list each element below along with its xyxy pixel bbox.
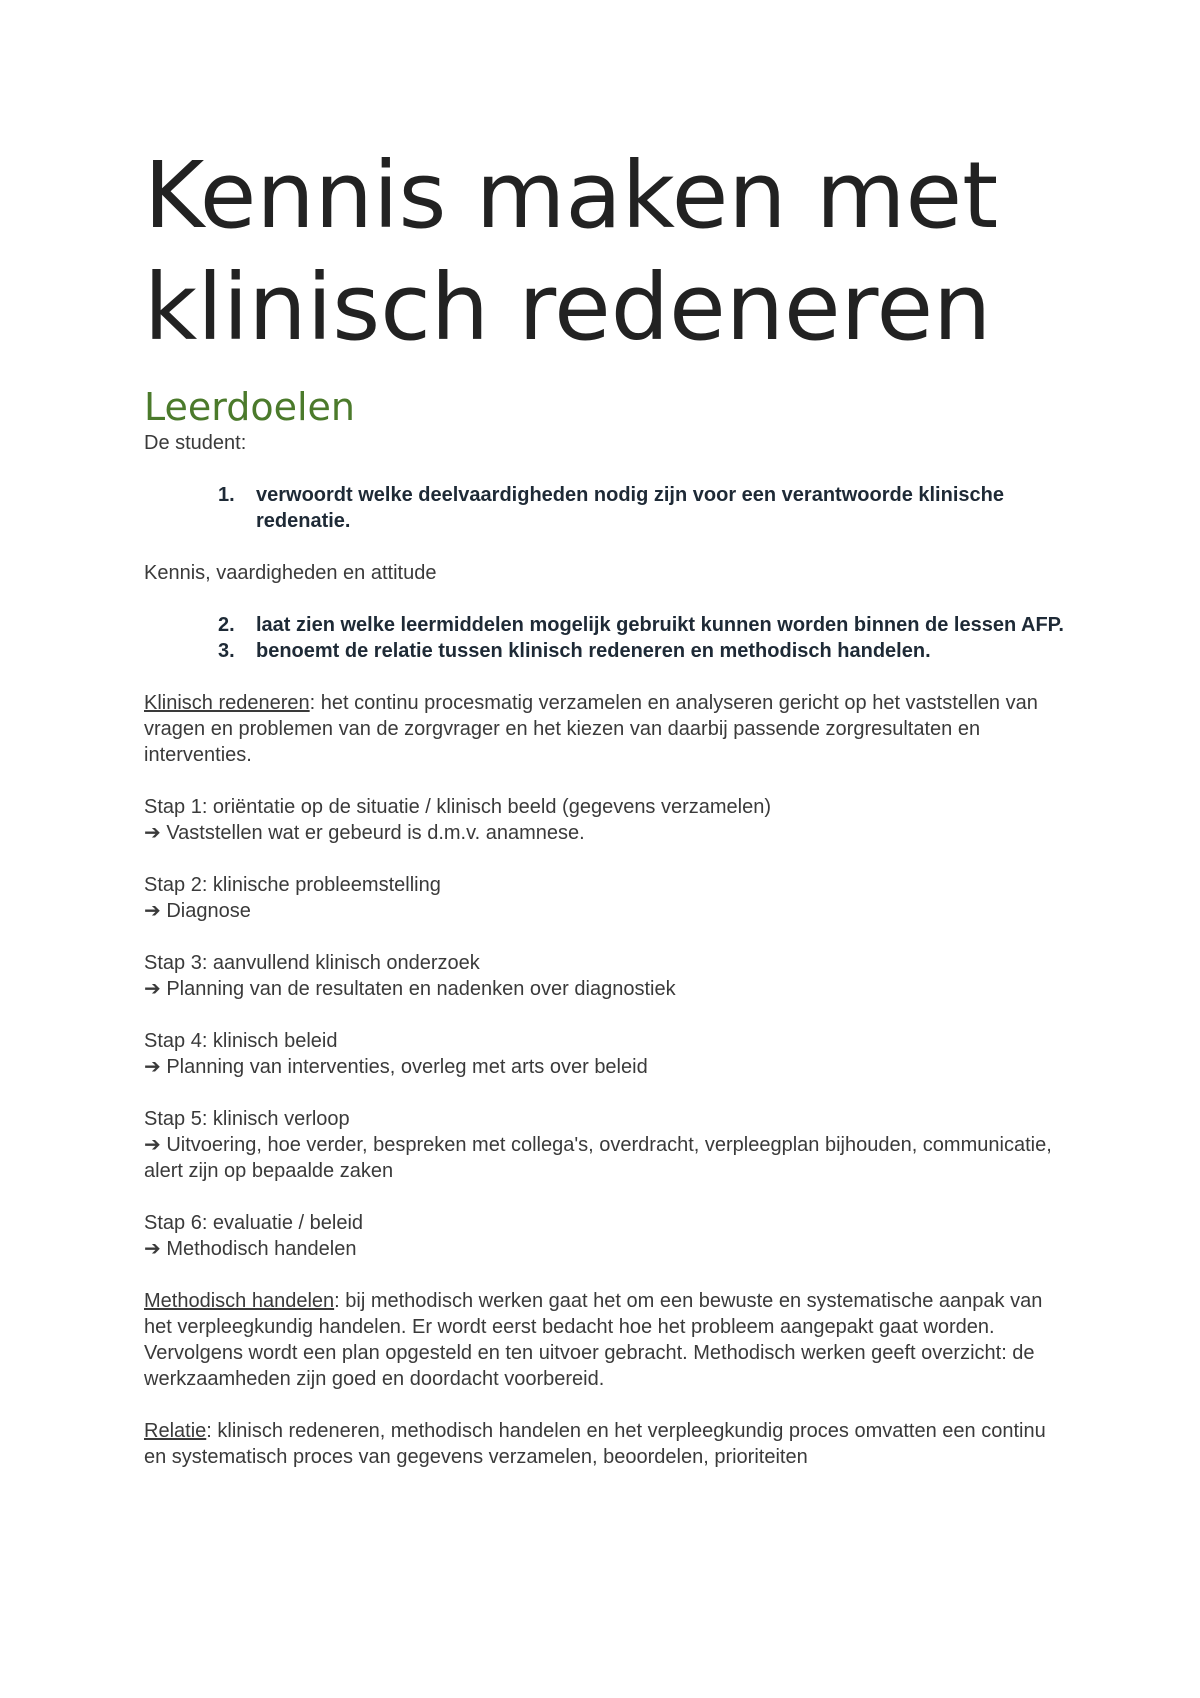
document-page [144, 140, 1064, 1470]
list-item-text: laat zien welke leermiddelen mogelijk gebruikt kunnen worden binnen de lessen AFP. [256, 614, 1064, 636]
definition-term: Klinisch redeneren [144, 692, 310, 714]
definition-term: Relatie [144, 1420, 207, 1442]
definition-relatie [144, 1418, 1064, 1470]
step-title: Stap 4: klinisch beleid [144, 1030, 338, 1052]
step-detail: ➔ Diagnose [144, 900, 251, 922]
section-heading-leerdoelen: Leerdoelen [144, 385, 355, 429]
definition-text: : het continu procesmatig verzamelen en analyseren gericht op het vaststellen van vragen en problemen van de zorgvrager en het kiezen van daarbij passende zorgresultaten en interventies. [144, 692, 1038, 766]
definition-klinisch-redeneren [144, 690, 1064, 768]
step-title: Stap 2: klinische probleemstelling [144, 874, 441, 896]
list-number: 1. [218, 484, 235, 506]
step-title: Stap 5: klinisch verloop [144, 1108, 350, 1130]
page-title: Kennis maken met klinisch redeneren [144, 142, 999, 361]
list-item-text: benoemt de relatie tussen klinisch redeneren en methodisch handelen. [256, 640, 931, 662]
list-item [144, 612, 1064, 638]
step-detail: ➔ Uitvoering, hoe verder, bespreken met collega's, overdracht, verpleegplan bijhouden, communicatie, alert zijn op bepaalde zaken [144, 1134, 1052, 1182]
definition-text: : klinisch redeneren, methodisch handelen en het verpleegkundig proces omvatten een continu en systematisch proces van gegevens verzamelen, beoordelen, prioriteiten [144, 1420, 1046, 1468]
intro-text: De student: [144, 432, 247, 454]
step-detail: ➔ Methodisch handelen [144, 1238, 357, 1260]
list-number: 2. [218, 614, 235, 636]
subheading-kva: Kennis, vaardigheden en attitude [144, 562, 437, 584]
step-title: Stap 3: aanvullend klinisch onderzoek [144, 952, 480, 974]
list-number: 3. [218, 640, 235, 662]
step-detail: ➔ Planning van de resultaten en nadenken over diagnostiek [144, 978, 676, 1000]
step-title: Stap 1: oriëntatie op de situatie / klinisch beeld (gegevens verzamelen) [144, 796, 772, 818]
list-item-text: verwoordt welke deelvaardigheden nodig zijn voor een verantwoorde klinische redenatie. [256, 484, 1004, 532]
definition-term: Methodisch handelen [144, 1290, 335, 1312]
goals-list-part2 [144, 612, 1064, 664]
definition-text: : bij methodisch werken gaat het om een bewuste en systematische aanpak van het verpleegkundig handelen. Er wordt eerst bedacht hoe het probleem aangepakt gaat worden. Vervolgens wordt een plan opgesteld en ten uitvoer gebracht. Methodisch werken geeft overzicht: de werkzaamheden zijn goed en doordacht voorbereid. [144, 1290, 1043, 1390]
step-detail: ➔ Vaststellen wat er gebeurd is d.m.v. anamnese. [144, 822, 585, 844]
step-title: Stap 6: evaluatie / beleid [144, 1212, 364, 1234]
list-item [144, 638, 1064, 664]
list-item [144, 482, 1064, 534]
definition-methodisch-handelen [144, 1288, 1064, 1392]
goals-list-part1 [144, 482, 1064, 534]
step-detail: ➔ Planning van interventies, overleg met arts over beleid [144, 1056, 648, 1078]
